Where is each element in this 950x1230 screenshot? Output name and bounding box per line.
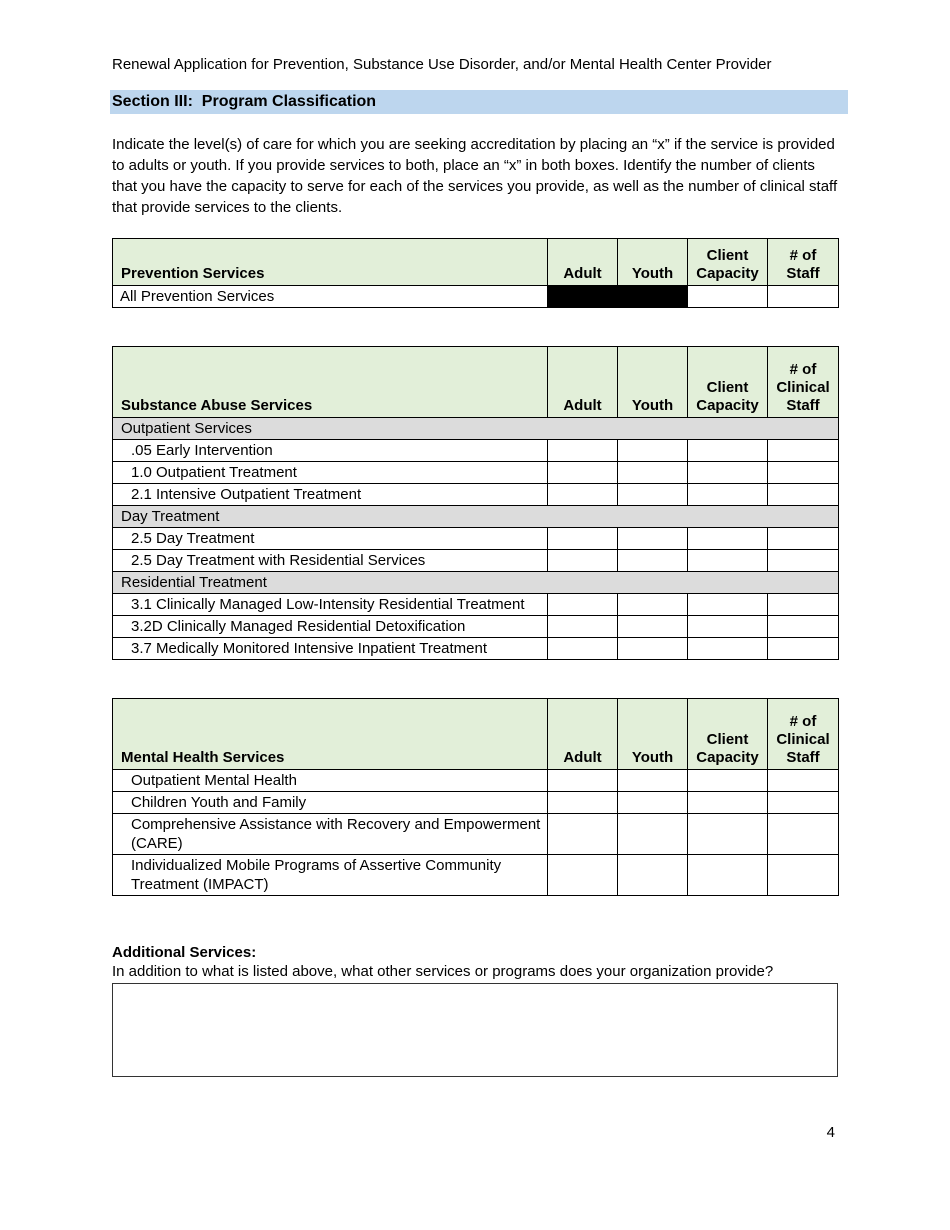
- additional-services-question: In addition to what is listed above, what other services or programs does your organization provide?: [112, 963, 774, 980]
- mental-header-staff: # of Clinical Staff: [768, 699, 839, 770]
- substance-header-staff: # of Clinical Staff: [768, 347, 839, 418]
- staff-cell[interactable]: [768, 528, 839, 550]
- capacity-cell[interactable]: [688, 484, 768, 506]
- additional-services-heading: Additional Services:: [112, 944, 257, 961]
- adult-cell[interactable]: [548, 594, 618, 616]
- staff-cell[interactable]: [768, 440, 839, 462]
- youth-cell[interactable]: [618, 792, 688, 814]
- service-label: 2.5 Day Treatment: [113, 528, 548, 550]
- adult-cell[interactable]: [548, 770, 618, 792]
- service-label: Children Youth and Family: [113, 792, 548, 814]
- youth-cell[interactable]: [618, 814, 688, 855]
- adult-cell[interactable]: [548, 638, 618, 660]
- capacity-cell[interactable]: [688, 616, 768, 638]
- capacity-cell[interactable]: [688, 550, 768, 572]
- service-label: Outpatient Mental Health: [113, 770, 548, 792]
- staff-cell[interactable]: [768, 616, 839, 638]
- table-row: [113, 616, 839, 638]
- mental-header-row: [113, 699, 839, 770]
- mental-health-services-table: [112, 698, 839, 896]
- youth-cell[interactable]: [618, 484, 688, 506]
- capacity-cell[interactable]: [688, 286, 768, 308]
- mental-header-capacity: Client Capacity: [688, 699, 768, 770]
- substance-header-row: [113, 347, 839, 418]
- table-row: [113, 770, 839, 792]
- table-row: [113, 792, 839, 814]
- document-title: Renewal Application for Prevention, Substance Use Disorder, and/or Mental Health Center Provider: [112, 56, 772, 73]
- prevention-header-youth: Youth: [618, 239, 688, 286]
- capacity-cell[interactable]: [688, 594, 768, 616]
- youth-cell[interactable]: [618, 440, 688, 462]
- service-label: Individualized Mobile Programs of Assertive Community Treatment (IMPACT): [113, 855, 548, 896]
- adult-filled-cell: [548, 286, 618, 308]
- subsection-label: Residential Treatment: [113, 572, 839, 594]
- capacity-cell[interactable]: [688, 770, 768, 792]
- staff-cell[interactable]: [768, 638, 839, 660]
- capacity-cell[interactable]: [688, 814, 768, 855]
- service-label: All Prevention Services: [113, 286, 548, 308]
- substance-abuse-services-table: [112, 346, 839, 660]
- adult-cell[interactable]: [548, 792, 618, 814]
- staff-cell[interactable]: [768, 550, 839, 572]
- prevention-services-table: [112, 238, 839, 308]
- adult-cell[interactable]: [548, 814, 618, 855]
- prevention-header-staff: # of Staff: [768, 239, 839, 286]
- service-label: 2.5 Day Treatment with Residential Services: [113, 550, 548, 572]
- service-label: 2.1 Intensive Outpatient Treatment: [113, 484, 548, 506]
- section-heading: Section III: Program Classification: [110, 90, 848, 114]
- adult-cell[interactable]: [548, 855, 618, 896]
- table-row: [113, 550, 839, 572]
- youth-cell[interactable]: [618, 770, 688, 792]
- table-row: [113, 440, 839, 462]
- substance-header-youth: Youth: [618, 347, 688, 418]
- table-row: [113, 638, 839, 660]
- service-label: 3.7 Medically Monitored Intensive Inpatient Treatment: [113, 638, 548, 660]
- prevention-header-adult: Adult: [548, 239, 618, 286]
- intro-paragraph: Indicate the level(s) of care for which you are seeking accreditation by placing an “x” if the service is provided to adults or youth. If you provide services to both, place an “x” in both boxes. Identify the number of clients that you have the capacity to serve for each of the services you provide, as well as the number of clinical staff that provide services to the clients.: [112, 136, 838, 216]
- youth-cell[interactable]: [618, 855, 688, 896]
- table-row: [113, 855, 839, 896]
- youth-cell[interactable]: [618, 638, 688, 660]
- service-label: 1.0 Outpatient Treatment: [113, 462, 548, 484]
- adult-cell[interactable]: [548, 616, 618, 638]
- substance-header-adult: Adult: [548, 347, 618, 418]
- table-row: [113, 462, 839, 484]
- youth-cell[interactable]: [618, 462, 688, 484]
- staff-cell[interactable]: [768, 286, 839, 308]
- table-row: [113, 484, 839, 506]
- staff-cell[interactable]: [768, 855, 839, 896]
- youth-cell[interactable]: [618, 594, 688, 616]
- service-label: .05 Early Intervention: [113, 440, 548, 462]
- substance-header-capacity: Client Capacity: [688, 347, 768, 418]
- service-label: 3.1 Clinically Managed Low-Intensity Residential Treatment: [113, 594, 548, 616]
- adult-cell[interactable]: [548, 462, 618, 484]
- capacity-cell[interactable]: [688, 638, 768, 660]
- mental-header-service: Mental Health Services: [113, 699, 548, 770]
- mental-header-youth: Youth: [618, 699, 688, 770]
- subsection-label: Day Treatment: [113, 506, 839, 528]
- capacity-cell[interactable]: [688, 792, 768, 814]
- staff-cell[interactable]: [768, 484, 839, 506]
- prevention-header-service: Prevention Services: [113, 239, 548, 286]
- staff-cell[interactable]: [768, 594, 839, 616]
- staff-cell[interactable]: [768, 814, 839, 855]
- capacity-cell[interactable]: [688, 462, 768, 484]
- youth-cell[interactable]: [618, 616, 688, 638]
- substance-header-service: Substance Abuse Services: [113, 347, 548, 418]
- youth-cell[interactable]: [618, 550, 688, 572]
- table-row: [113, 528, 839, 550]
- subsection-row: [113, 572, 839, 594]
- capacity-cell[interactable]: [688, 528, 768, 550]
- youth-filled-cell: [618, 286, 688, 308]
- service-label: Comprehensive Assistance with Recovery and Empowerment (CARE): [113, 814, 548, 855]
- capacity-cell[interactable]: [688, 855, 768, 896]
- youth-cell[interactable]: [618, 528, 688, 550]
- adult-cell[interactable]: [548, 484, 618, 506]
- staff-cell[interactable]: [768, 462, 839, 484]
- staff-cell[interactable]: [768, 770, 839, 792]
- prevention-header-capacity: Client Capacity: [688, 239, 768, 286]
- table-row: [113, 594, 839, 616]
- capacity-cell[interactable]: [688, 440, 768, 462]
- table-row: [113, 286, 839, 308]
- page-number: 4: [826, 1124, 835, 1141]
- adult-cell[interactable]: [548, 440, 618, 462]
- table-row: [113, 814, 839, 855]
- mental-header-adult: Adult: [548, 699, 618, 770]
- subsection-label: Outpatient Services: [113, 418, 839, 440]
- prevention-header-row: [113, 239, 839, 286]
- service-label: 3.2D Clinically Managed Residential Detoxification: [113, 616, 548, 638]
- subsection-row: [113, 418, 839, 440]
- additional-services-input[interactable]: [112, 983, 838, 1077]
- adult-cell[interactable]: [548, 550, 618, 572]
- subsection-row: [113, 506, 839, 528]
- staff-cell[interactable]: [768, 792, 839, 814]
- adult-cell[interactable]: [548, 528, 618, 550]
